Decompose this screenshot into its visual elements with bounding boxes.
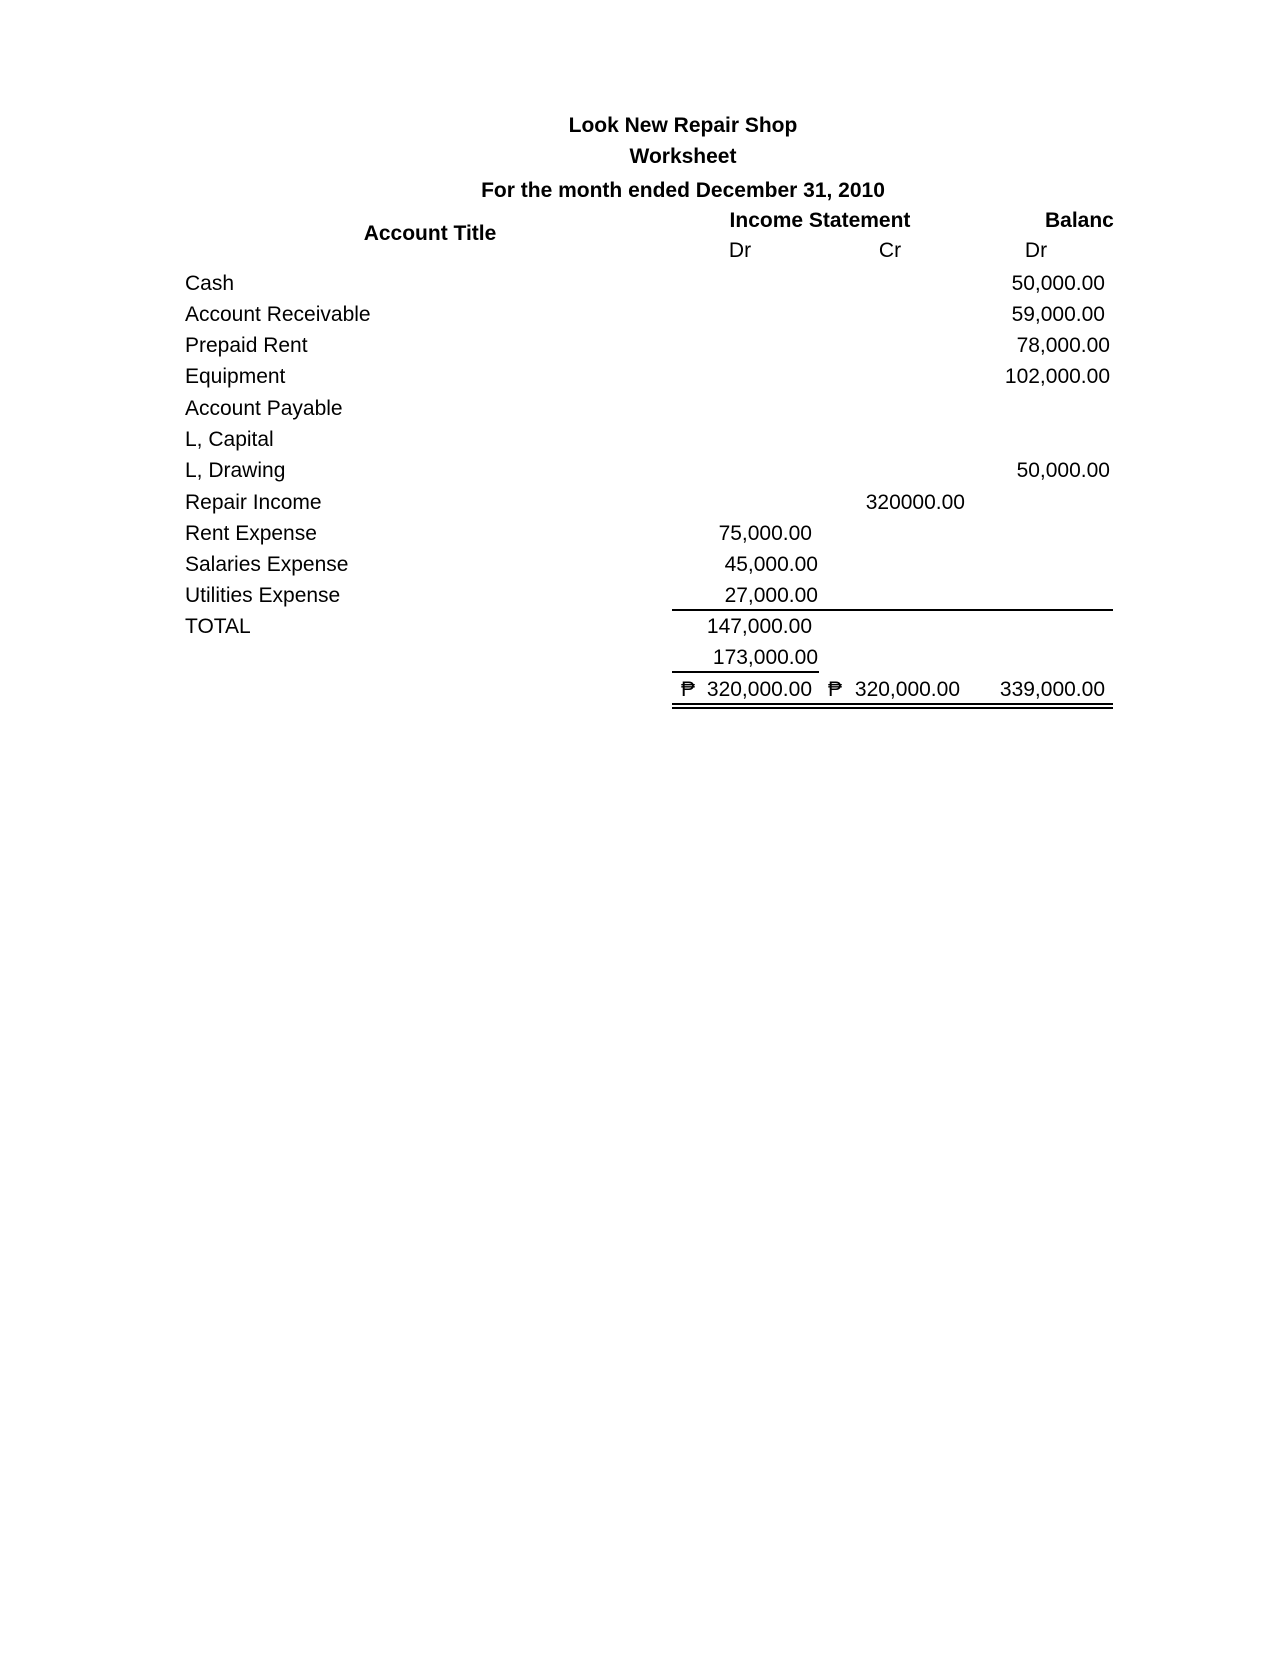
is-dr-salaries-expense: 45,000.00	[724, 553, 818, 576]
account-prepaid-rent: Prepaid Rent	[185, 334, 308, 357]
account-capital: L, Capital	[185, 428, 274, 451]
balance-sheet-header-clip	[1040, 208, 1118, 236]
account-rent-expense: Rent Expense	[185, 522, 317, 545]
worksheet-title: Worksheet	[629, 145, 737, 168]
expenses-total: 147,000.00	[706, 615, 812, 638]
net-income: 173,000.00	[712, 646, 818, 669]
bs-dr-prepaid-rent: 78,000.00	[1016, 334, 1110, 357]
subtotal-rule	[672, 609, 1113, 611]
is-dr-utilities-expense: 27,000.00	[724, 584, 818, 607]
grand-total-is-cr: 320,000.00	[854, 678, 960, 701]
balance-sheet-header: Balanc	[1045, 209, 1114, 232]
bs-dr-equipment: 102,000.00	[1004, 365, 1110, 388]
bs-dr-drawing: 50,000.00	[1016, 459, 1110, 482]
company-name: Look New Repair Shop	[568, 114, 798, 137]
account-salaries-expense: Salaries Expense	[185, 553, 349, 576]
grand-total-is-dr: 320,000.00	[706, 678, 812, 701]
account-title-header: Account Title	[363, 222, 497, 245]
account-cash: Cash	[185, 272, 235, 295]
account-repair-income: Repair Income	[185, 491, 322, 514]
is-cr-repair-income: 320000.00	[865, 491, 965, 514]
is-dr-rent-expense: 75,000.00	[718, 522, 812, 545]
grand-total-double-rule	[672, 703, 1113, 709]
account-drawing: L, Drawing	[185, 459, 286, 482]
worksheet-period: For the month ended December 31, 2010	[481, 179, 885, 202]
total-label: TOTAL	[185, 615, 251, 638]
currency-symbol-is-dr: ₱	[681, 678, 696, 701]
net-income-rule	[672, 671, 819, 673]
grand-total-bs-dr: 339,000.00	[999, 678, 1105, 701]
is-cr-header: Cr	[878, 239, 902, 262]
income-statement-header: Income Statement	[729, 209, 911, 232]
currency-symbol-is-cr: ₱	[828, 678, 843, 701]
account-utilities-expense: Utilities Expense	[185, 584, 341, 607]
account-payable: Account Payable	[185, 397, 343, 420]
is-dr-header: Dr	[728, 239, 752, 262]
bs-dr-header: Dr	[1024, 239, 1048, 262]
account-equipment: Equipment	[185, 365, 286, 388]
account-receivable: Account Receivable	[185, 303, 371, 326]
bs-dr-cash: 50,000.00	[1011, 272, 1105, 295]
bs-dr-receivable: 59,000.00	[1011, 303, 1105, 326]
